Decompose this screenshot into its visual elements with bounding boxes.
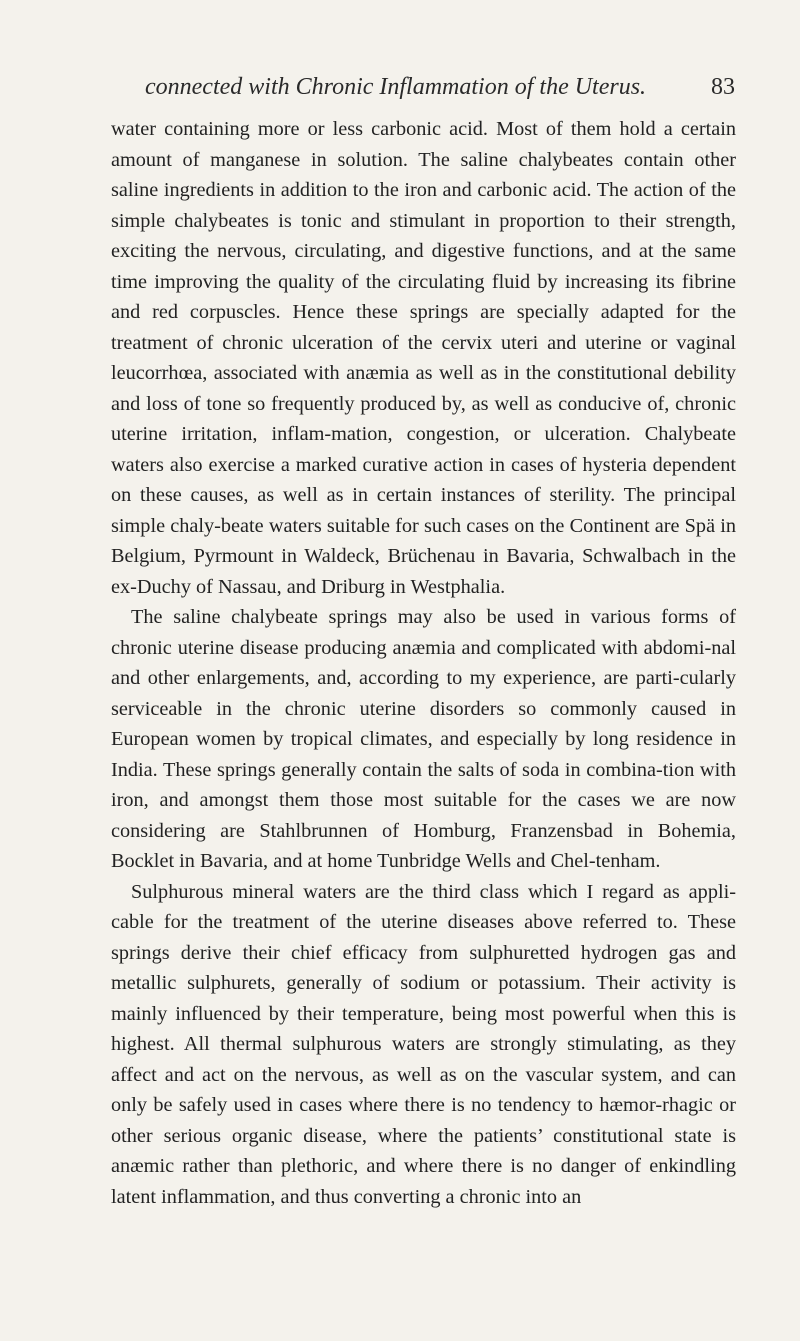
page-number: 83 bbox=[711, 74, 735, 100]
paragraph-3: Sulphurous mineral waters are the third class which I regard as appli-cable for the treatment of the uterine diseases above referred to. These springs derive their chief efficacy from sulphuretted hydrogen gas and metallic sulphurets, generally of sodium or potassium. Their activity is mainly influenced by their temperature, being most powerful when this is highest. All thermal sulphurous waters are strongly stimulating, as they affect and act on the nervous, as well as on the vascular system, and can only be safely used in cases where there is no tendency to hæmor-rhagic or other serious organic disease, where the patients’ constitutional state is anæmic rather than plethoric, and where there is no danger of enkindling latent inflammation, and thus converting a chronic into an bbox=[111, 880, 736, 1208]
paragraph-1: water containing more or less carbonic acid. Most of them hold a certain amount of manganese in solution. The saline chalybeates contain other saline ingredients in addition to the iron and carbonic acid. The action of the simple chalybeates is tonic and stimulant in proportion to their strength, exciting the nervous, circulating, and digestive functions, and at the same time improving the quality of the circulating fluid by increasing its fibrine and red corpuscles. Hence these springs are specially adapted for the treatment of chronic ulceration of the cervix uteri and uterine or vaginal leucorrhœa, associated with anæmia as well as in the constitutional debility and loss of tone so frequently produced by, as well as conducive of, chronic uterine irritation, inflam-mation, congestion, or ulceration. Chalybeate waters also exercise a marked curative action in cases of hysteria dependent on these causes, as well as in certain instances of sterility. The principal simple chaly-beate waters suitable for such cases on the Continent are Spä in Belgium, Pyrmount in Waldeck, Brüchenau in Bavaria, Schwalbach in the ex-Duchy of Nassau, and Driburg in Westphalia. bbox=[111, 118, 736, 598]
paragraph-2: The saline chalybeate springs may also be used in various forms of chronic uterine disease producing anæmia and complicated with abdomi-nal and other enlargements, and, according to my experience, are parti-cularly serviceable in the chronic uterine disorders so commonly caused in European women by tropical climates, and especially by long residence in India. These springs generally contain the salts of soda in combina-tion with iron, and amongst them those most suitable for the cases we are now considering are Stahlbrunnen of Homburg, Franzensbad in Bohemia, Bocklet in Bavaria, and at home Tunbridge Wells and Chel-tenham. bbox=[111, 606, 736, 872]
body-text bbox=[111, 114, 736, 1212]
running-head: connected with Chronic Inflammation of the Uterus. bbox=[145, 74, 647, 100]
page-header bbox=[110, 72, 735, 106]
